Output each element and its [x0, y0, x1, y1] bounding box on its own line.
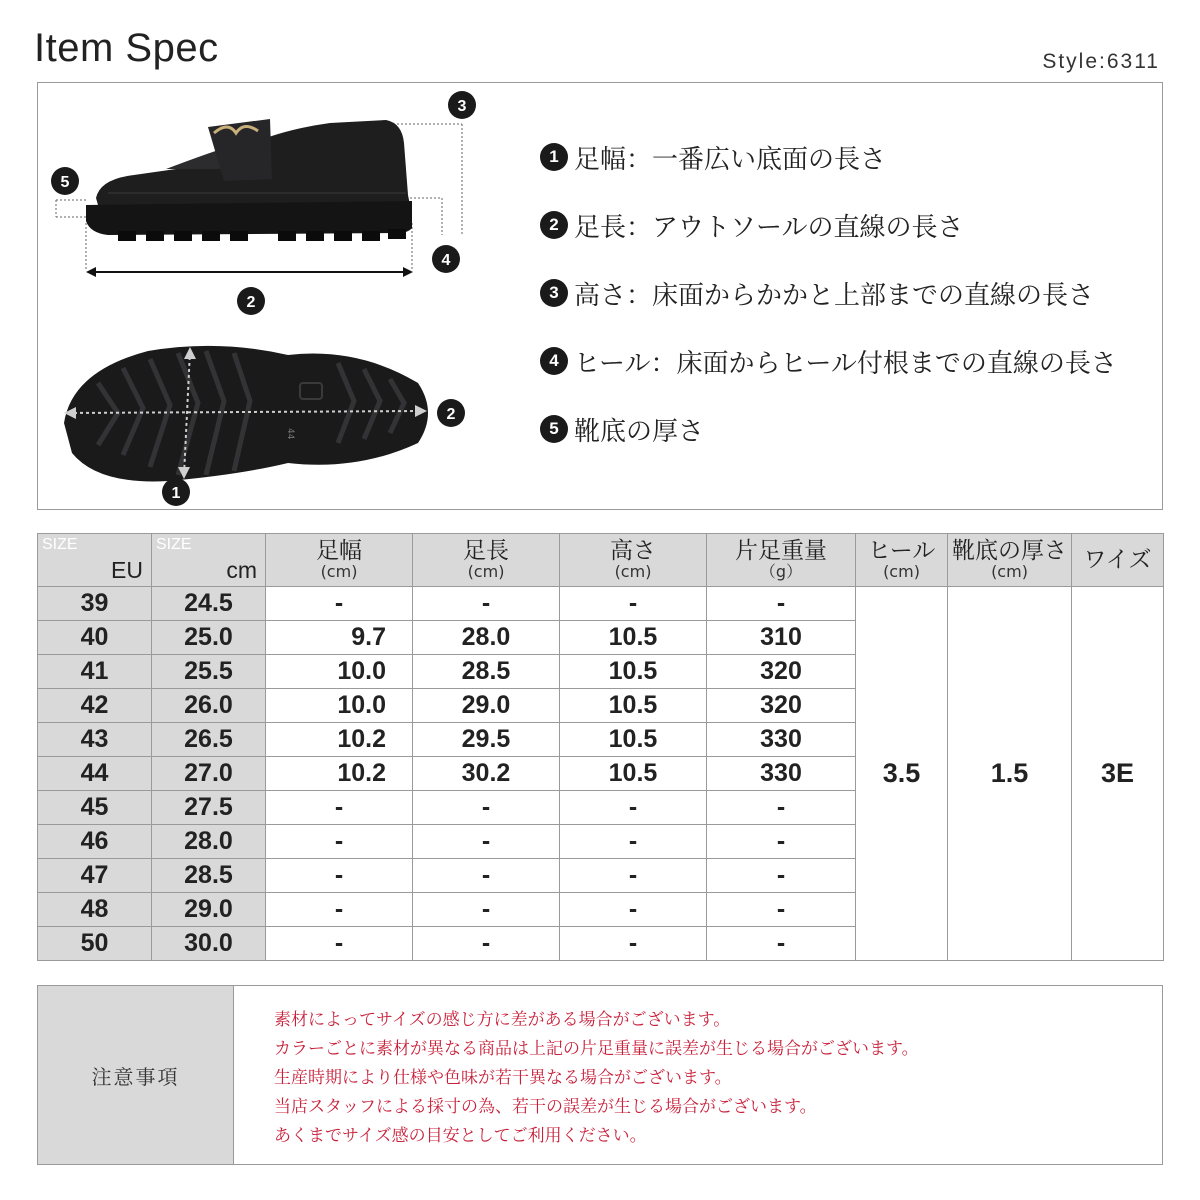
foot-length: 29.5 — [413, 723, 560, 757]
foot-width: - — [266, 587, 413, 621]
size-eu: 48 — [38, 893, 152, 927]
marker-2-sole-icon — [437, 399, 465, 427]
size-label: SIZE — [42, 536, 78, 553]
number-5-icon: 5 — [540, 415, 568, 443]
foot-length: - — [413, 791, 560, 825]
sole-thickness-value: 1.5 — [948, 587, 1072, 961]
marker-3-icon — [448, 91, 476, 119]
legend-item — [540, 259, 1160, 327]
weight: 310 — [707, 621, 856, 655]
eu-label: EU — [111, 557, 143, 583]
foot-length: - — [413, 893, 560, 927]
note-line: 生産時期により仕様や色味が若干異なる場合がございます。 — [274, 1068, 732, 1088]
svg-text:5: 5 — [60, 174, 70, 191]
marker-1-icon — [162, 478, 190, 506]
legend-text: 足幅：一番広い底面の長さ — [574, 144, 887, 175]
size-cm: 24.5 — [152, 587, 266, 621]
svg-text:2: 2 — [446, 406, 456, 423]
foot-length: - — [413, 587, 560, 621]
weight: 320 — [707, 655, 856, 689]
foot-width: - — [266, 893, 413, 927]
legend-text: 足長：アウトソールの直線の長さ — [574, 212, 964, 243]
table-row — [38, 587, 1164, 621]
weight: - — [707, 587, 856, 621]
number-2-icon: 2 — [540, 211, 568, 239]
size-eu: 47 — [38, 859, 152, 893]
height: 10.5 — [560, 757, 707, 791]
height: - — [560, 825, 707, 859]
header-length: 足長 (cm) — [413, 534, 560, 587]
size-cm: 28.0 — [152, 825, 266, 859]
weight: - — [707, 927, 856, 961]
size-cm: 28.5 — [152, 859, 266, 893]
cm-label: cm — [226, 557, 257, 583]
foot-width: 10.0 — [266, 689, 413, 723]
height: - — [560, 927, 707, 961]
size-eu: 42 — [38, 689, 152, 723]
marker-5-icon — [51, 167, 79, 195]
notes-panel — [37, 985, 1163, 1165]
foot-width: 9.7 — [266, 621, 413, 655]
number-3-icon: 3 — [540, 279, 568, 307]
wise-value: 3E — [1072, 587, 1164, 961]
foot-length: 28.0 — [413, 621, 560, 655]
svg-text:4: 4 — [441, 252, 451, 269]
size-eu: 46 — [38, 825, 152, 859]
foot-length: - — [413, 927, 560, 961]
foot-width: 10.2 — [266, 757, 413, 791]
number-4-icon: 4 — [540, 347, 568, 375]
marker-2-icon — [237, 287, 265, 315]
weight: 330 — [707, 723, 856, 757]
foot-width: 10.0 — [266, 655, 413, 689]
size-cm: 25.0 — [152, 621, 266, 655]
measurement-legend — [540, 123, 1160, 463]
marker-4-icon — [432, 245, 460, 273]
legend-text: 靴底の厚さ — [574, 416, 705, 447]
header-heel: ヒール (cm) — [856, 534, 948, 587]
height: - — [560, 791, 707, 825]
foot-width: 10.2 — [266, 723, 413, 757]
legend-item — [540, 123, 1160, 191]
height: 10.5 — [560, 723, 707, 757]
foot-length: 28.5 — [413, 655, 560, 689]
legend-text: 高さ：床面からかかと上部までの直線の長さ — [574, 280, 1095, 311]
size-cm: 27.0 — [152, 757, 266, 791]
weight: 330 — [707, 757, 856, 791]
shoe-diagram — [38, 83, 538, 511]
heel-value: 3.5 — [856, 587, 948, 961]
size-eu: 50 — [38, 927, 152, 961]
size-cm: 26.5 — [152, 723, 266, 757]
foot-width: - — [266, 825, 413, 859]
header-size-eu — [38, 534, 152, 587]
height: 10.5 — [560, 655, 707, 689]
length-arrow — [86, 267, 413, 277]
height: - — [560, 893, 707, 927]
foot-length: 30.2 — [413, 757, 560, 791]
size-cm: 25.5 — [152, 655, 266, 689]
size-table — [37, 533, 1164, 961]
spec-panel — [37, 82, 1163, 510]
weight: 320 — [707, 689, 856, 723]
height: - — [560, 587, 707, 621]
height: 10.5 — [560, 689, 707, 723]
shoe-side-view — [86, 119, 412, 241]
foot-length: - — [413, 859, 560, 893]
height: 10.5 — [560, 621, 707, 655]
foot-length: - — [413, 825, 560, 859]
size-eu: 43 — [38, 723, 152, 757]
size-eu: 40 — [38, 621, 152, 655]
foot-width: - — [266, 859, 413, 893]
size-cm: 26.0 — [152, 689, 266, 723]
sole-size-mark: 44 — [285, 428, 295, 440]
notes-label: 注意事項 — [38, 986, 234, 1164]
foot-length: 29.0 — [413, 689, 560, 723]
page-title: Item Spec — [34, 26, 219, 70]
svg-text:3: 3 — [457, 98, 467, 115]
weight: - — [707, 791, 856, 825]
size-eu: 41 — [38, 655, 152, 689]
style-code: Style:6311 — [1042, 50, 1160, 73]
note-line: カラーごとに素材が異なる商品は上記の片足重量に誤差が生じる場合がございます。 — [274, 1039, 919, 1059]
weight: - — [707, 859, 856, 893]
header-wise: ワイズ — [1072, 534, 1164, 587]
svg-text:2: 2 — [246, 294, 256, 311]
header-size-cm — [152, 534, 266, 587]
table-header-row — [38, 534, 1164, 587]
legend-item — [540, 327, 1160, 395]
size-cm: 27.5 — [152, 791, 266, 825]
notes-body — [234, 986, 919, 1164]
legend-item — [540, 395, 1160, 463]
size-cm: 29.0 — [152, 893, 266, 927]
header-height: 高さ (cm) — [560, 534, 707, 587]
header-sole-thickness: 靴底の厚さ (cm) — [948, 534, 1072, 587]
legend-item — [540, 191, 1160, 259]
header-weight: 片足重量 （g） — [707, 534, 856, 587]
number-1-icon: 1 — [540, 143, 568, 171]
foot-width: - — [266, 791, 413, 825]
svg-text:1: 1 — [171, 485, 181, 502]
size-eu: 45 — [38, 791, 152, 825]
weight: - — [707, 893, 856, 927]
foot-width: - — [266, 927, 413, 961]
size-label: SIZE — [156, 536, 192, 553]
note-line: あくまでサイズ感の目安としてご利用ください。 — [274, 1126, 647, 1146]
header-width: 足幅 (cm) — [266, 534, 413, 587]
note-line: 当店スタッフによる採寸の為、若干の誤差が生じる場合がございます。 — [274, 1097, 817, 1117]
height: - — [560, 859, 707, 893]
size-eu: 39 — [38, 587, 152, 621]
size-eu: 44 — [38, 757, 152, 791]
weight: - — [707, 825, 856, 859]
legend-text: ヒール：床面からヒール付根までの直線の長さ — [574, 348, 1117, 379]
note-line: 素材によってサイズの感じ方に差がある場合がございます。 — [274, 1010, 731, 1030]
size-cm: 30.0 — [152, 927, 266, 961]
